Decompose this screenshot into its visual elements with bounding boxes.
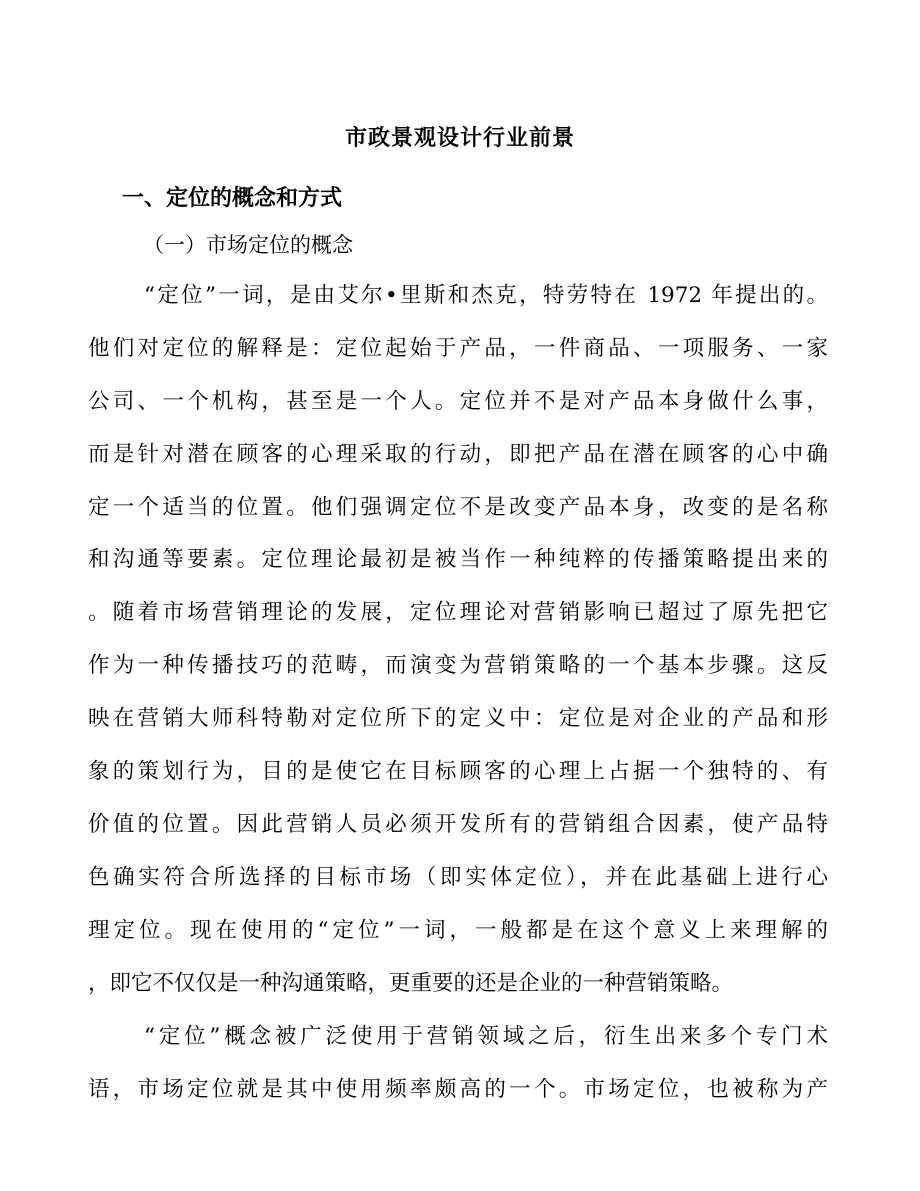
paragraph-line: 作为一种传播技巧的范畴，而演变为营销策略的一个基本步骤。这反 — [88, 653, 828, 679]
paragraph-line: 。随着市场营销理论的发展，定位理论对营销影响已超过了原先把它 — [88, 600, 828, 626]
document-title: 市政景观设计行业前景 — [344, 125, 575, 151]
paragraph-line: 公司、一个机构，甚至是一个人。定位并不是对产品本身做什么事， — [88, 388, 828, 414]
section-heading: 一、定位的概念和方式 — [122, 185, 343, 211]
paragraph-line: 色确实符合所选择的目标市场（即实体定位），并在此基础上进行心 — [88, 864, 828, 890]
paragraph-1 — [88, 270, 828, 1010]
paragraph-2 — [88, 1011, 828, 1117]
subsection-heading: （一）市场定位的概念 — [143, 233, 353, 257]
paragraph-line: “定位”一词，是由艾尔•里斯和杰克，特劳特在 1972 年提出的。 — [144, 283, 828, 308]
paragraph-line: 他们对定位的解释是：定位起始于产品，一件商品、一项服务、一家 — [88, 335, 828, 361]
paragraph-line: ，即它不仅仅是一种沟通策略，更重要的还是企业的一种营销策略。 — [88, 970, 734, 996]
paragraph-line: 定一个适当的位置。他们强调定位不是改变产品本身，改变的是名称 — [88, 494, 828, 520]
paragraph-line: 象的策划行为，目的是使它在目标顾客的心理上占据一个独特的、有 — [88, 759, 828, 785]
paragraph-line: “定位”概念被广泛使用于营销领域之后，衍生出来多个专门术 — [144, 1024, 828, 1049]
paragraph-line: 和沟通等要素。定位理论最初是被当作一种纯粹的传播策略提出来的 — [88, 547, 828, 573]
paragraph-line: 映在营销大师科特勒对定位所下的定义中：定位是对企业的产品和形 — [88, 706, 828, 732]
paragraph-line: 语，市场定位就是其中使用频率颇高的一个。市场定位，也被称为产 — [88, 1076, 828, 1102]
paragraph-line: 理定位。现在使用的“定位”一词，一般都是在这个意义上来理解的 — [88, 917, 828, 943]
paragraph-line: 而是针对潜在顾客的心理采取的行动，即把产品在潜在顾客的心中确 — [88, 441, 828, 467]
paragraph-line: 价值的位置。因此营销人员必须开发所有的营销组合因素，使产品特 — [88, 811, 828, 837]
